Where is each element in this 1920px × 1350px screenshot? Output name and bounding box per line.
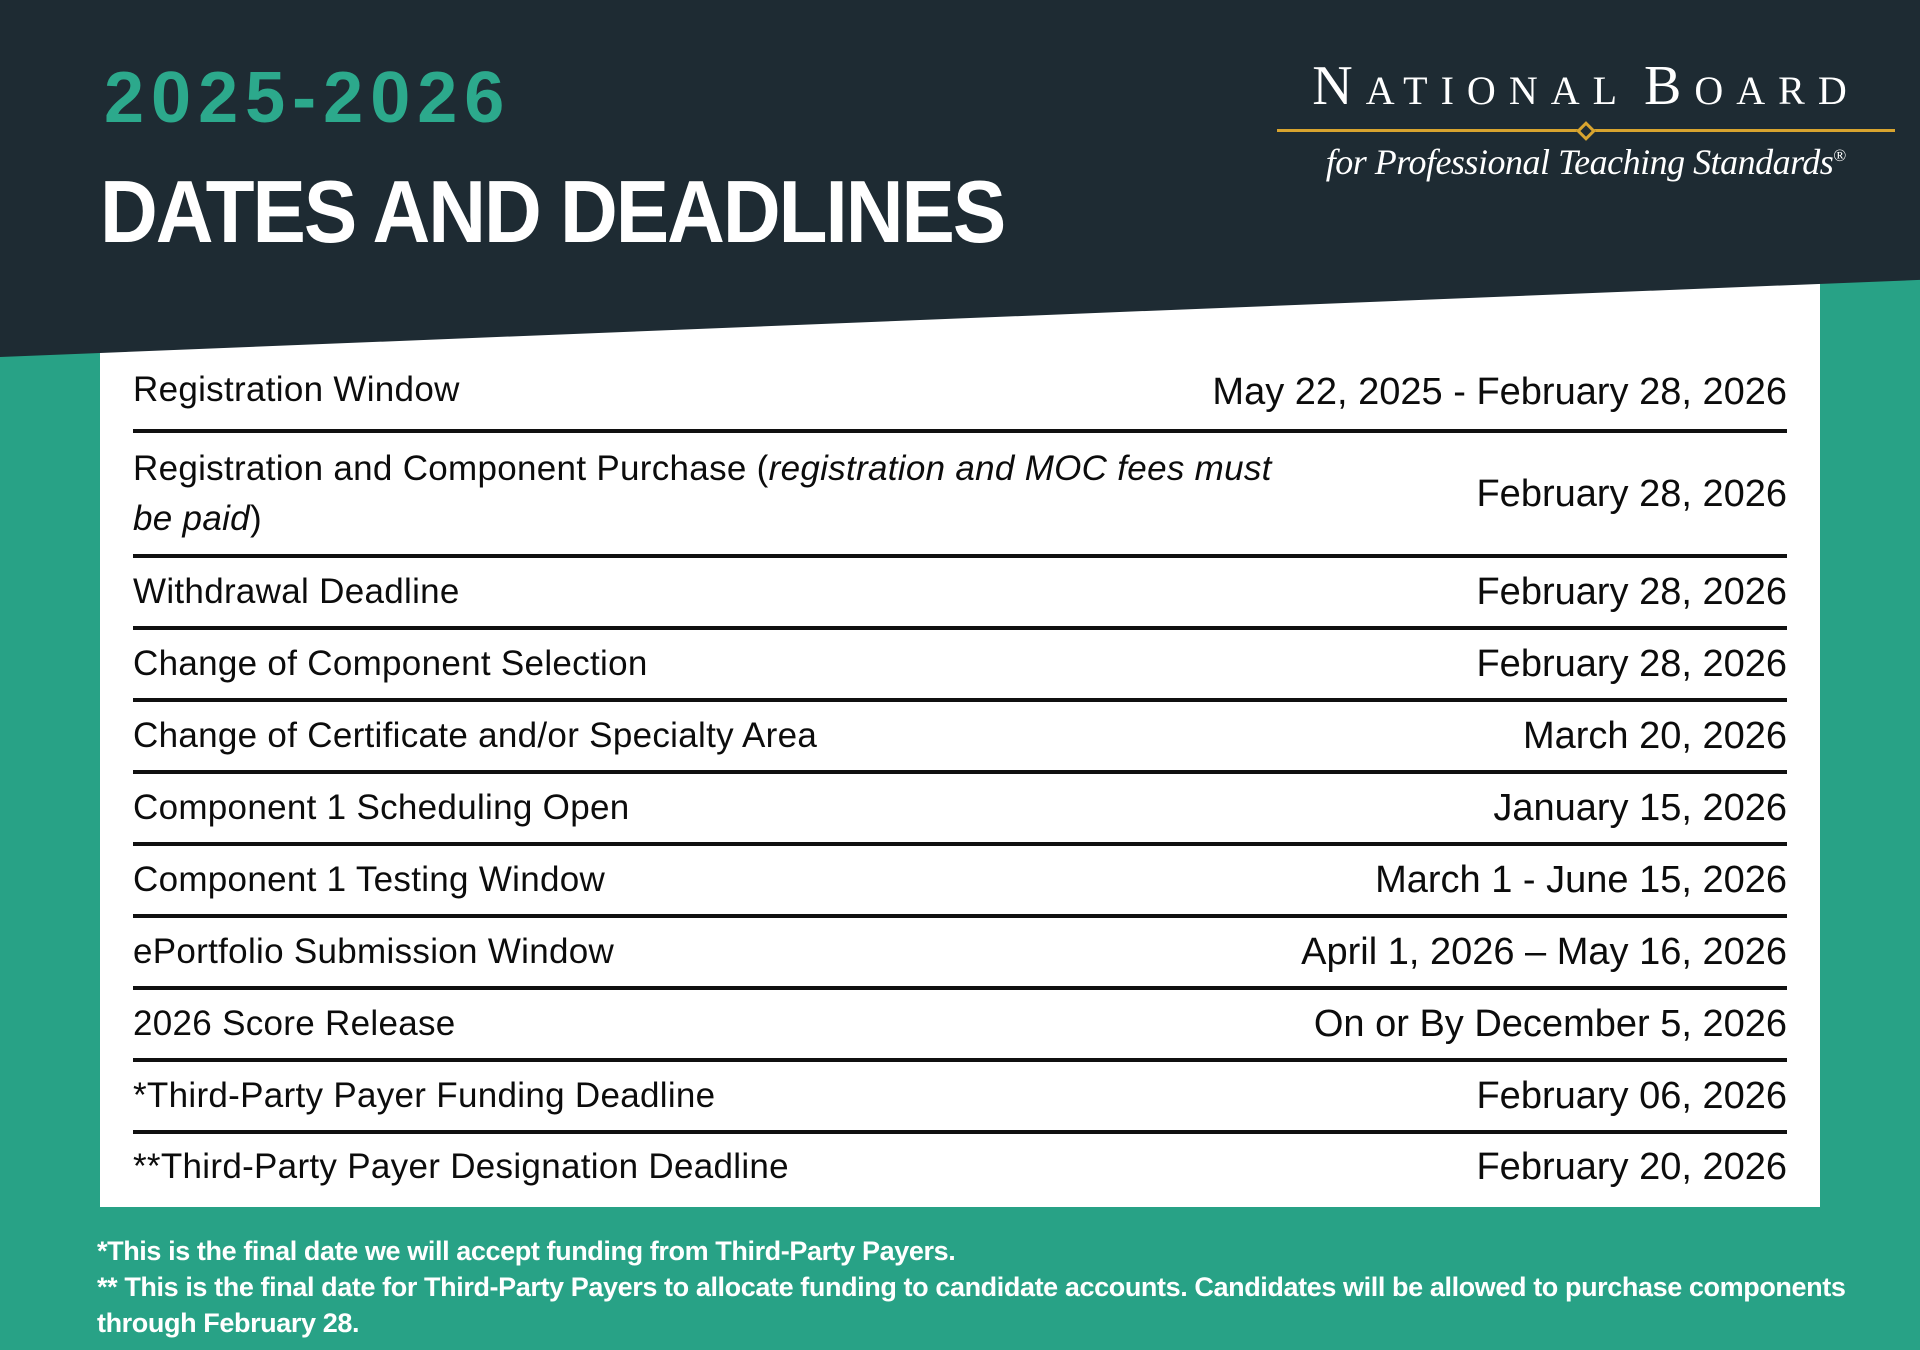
deadline-date: February 06, 2026 [1476, 1075, 1787, 1117]
table-row [133, 630, 1787, 702]
footnote-line: *This is the final date we will accept funding from Third-Party Payers. [97, 1236, 956, 1266]
table-row [133, 774, 1787, 846]
diamond-icon [1576, 121, 1596, 141]
gold-rule [1277, 129, 1895, 132]
deadline-label: Registration and Component Purchase (registration and MOC fees must be paid) [133, 448, 1272, 538]
deadline-label: ePortfolio Submission Window [133, 932, 615, 971]
deadline-label: Change of Component Selection [133, 644, 648, 683]
deadline-date: February 28, 2026 [1476, 571, 1787, 613]
deadline-label: Registration Window [133, 370, 460, 409]
deadline-date: On or By December 5, 2026 [1313, 1003, 1787, 1045]
deadline-date: February 28, 2026 [1476, 643, 1787, 685]
deadline-date: May 22, 2025 - February 28, 2026 [1212, 371, 1787, 413]
deadline-date: January 15, 2026 [1493, 787, 1787, 829]
deadline-label: *Third-Party Payer Funding Deadline [133, 1076, 716, 1115]
logo-wordmark: NATIONAL BOARD [1312, 55, 1860, 117]
logo-tagline: for Professional Teaching Standards® [1325, 142, 1847, 182]
table-row [133, 702, 1787, 774]
footnote-line: ** This is the final date for Third-Party Payers to allocate funding to candidate accounts. Candidates will be allowed to purchase components [97, 1272, 1846, 1302]
deadline-label: 2026 Score Release [133, 1004, 456, 1043]
table-row [133, 846, 1787, 918]
deadline-date: March 20, 2026 [1522, 715, 1787, 757]
table-row [133, 918, 1787, 990]
table-row [133, 433, 1787, 558]
table-row [133, 558, 1787, 630]
footnote-line: through February 28. [97, 1308, 360, 1338]
footnotes [97, 1233, 1887, 1341]
deadline-label: Withdrawal Deadline [133, 572, 460, 611]
table-row [133, 990, 1787, 1062]
deadline-label: Change of Certificate and/or Specialty Area [133, 716, 818, 755]
deadline-label: Component 1 Scheduling Open [133, 788, 630, 827]
schedule-card [100, 250, 1820, 1207]
national-board-logo [1277, 54, 1895, 183]
page-title: DATES AND DEADLINES [100, 162, 1005, 261]
deadline-date: March 1 - June 15, 2026 [1375, 859, 1787, 901]
deadline-date: February 20, 2026 [1476, 1146, 1787, 1188]
deadline-label: **Third-Party Payer Designation Deadline [133, 1147, 789, 1186]
year-range-title: 2025-2026 [104, 58, 512, 138]
deadline-date: February 28, 2026 [1476, 472, 1787, 515]
table-row [133, 1062, 1787, 1134]
deadline-date: April 1, 2026 – May 16, 2026 [1301, 931, 1787, 973]
registered-trademark-icon: ® [1833, 146, 1847, 165]
header [0, 0, 1920, 357]
table-row [133, 1134, 1787, 1200]
deadline-label: Component 1 Testing Window [133, 860, 606, 899]
